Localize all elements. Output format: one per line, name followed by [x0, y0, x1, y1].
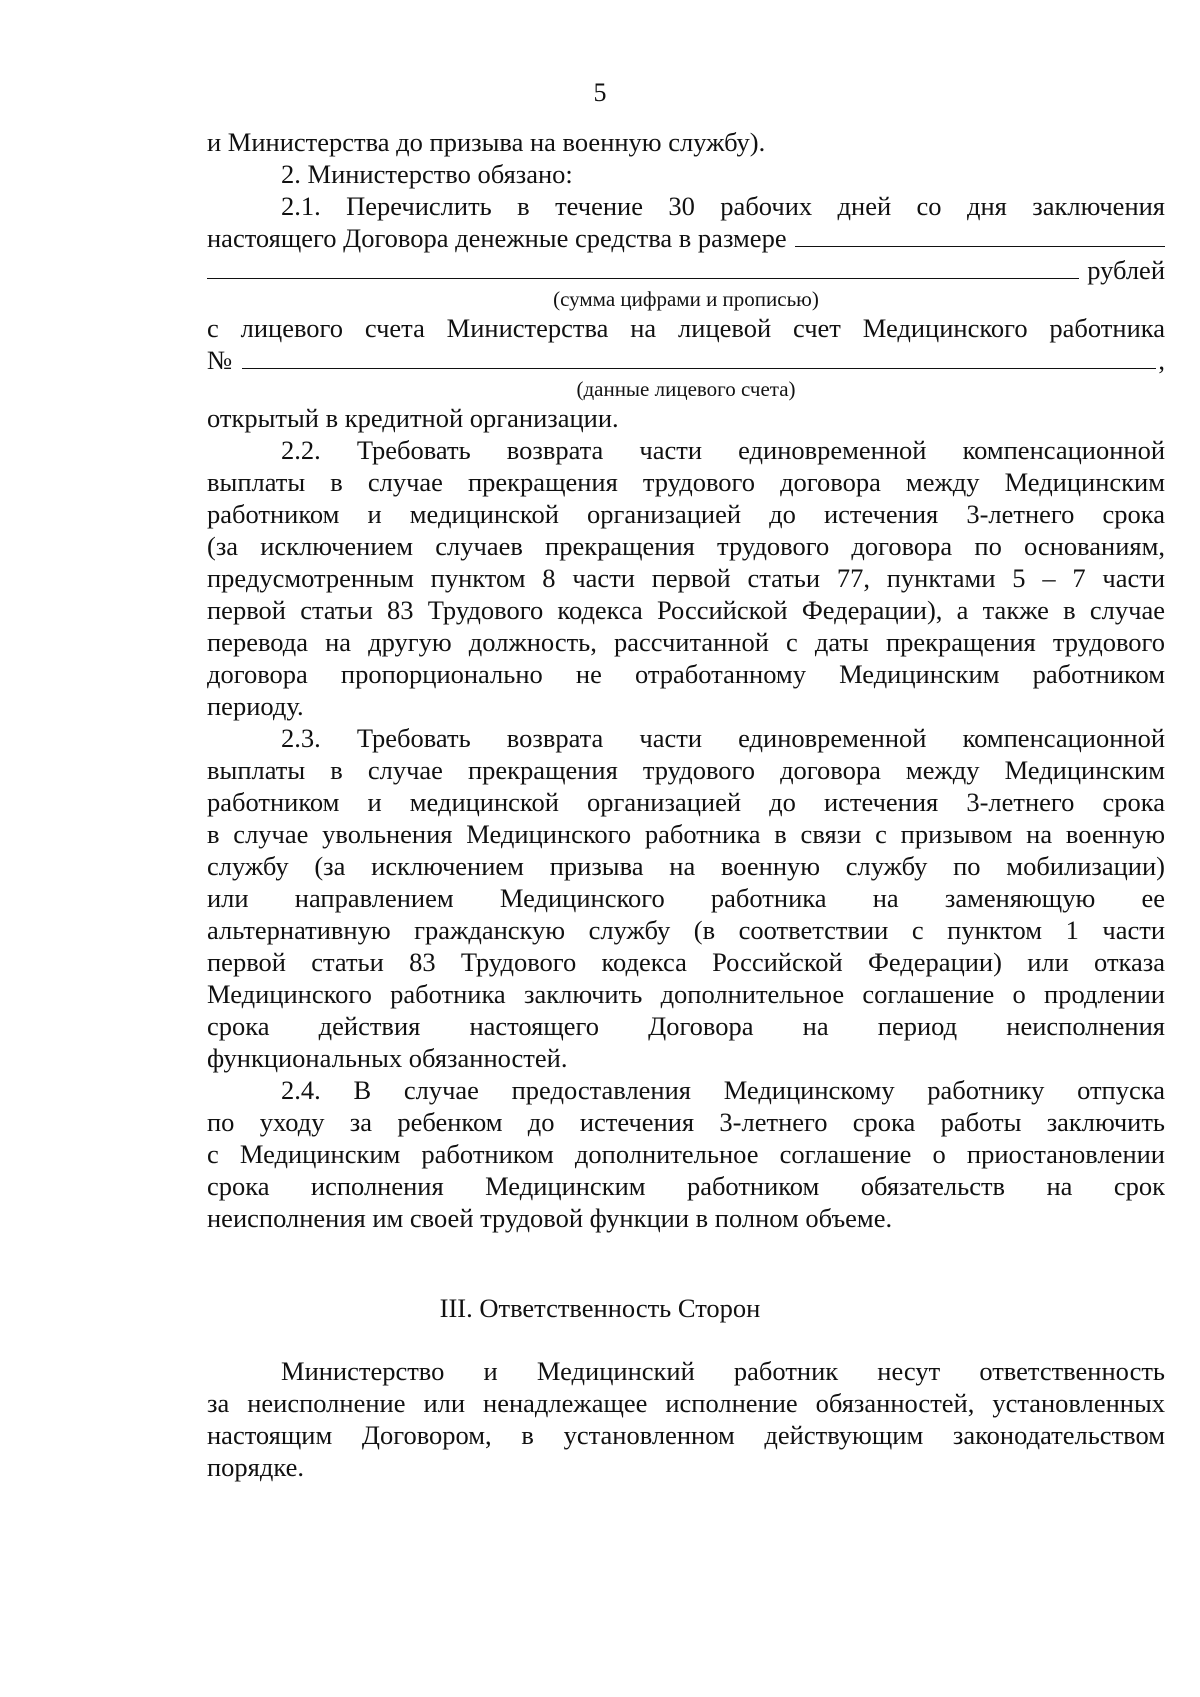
account-line	[207, 344, 1165, 376]
paragraph-2-3	[207, 722, 1165, 1074]
text-line: предусмотренным пунктом 8 части первой статьи 77, пунктами 5 – 7 части	[207, 563, 1165, 593]
text-line: договора пропорционально не отработанному Медицинским работником	[207, 659, 1165, 689]
text-line: и Министерства до призыва на военную службу).	[207, 127, 766, 157]
text-line: 2.2. Требовать возврата части единовременной компенсационной	[281, 435, 1165, 465]
amount-blank-2	[207, 256, 1079, 279]
text-line: с лицевого счета Министерства на лицевой счет Медицинского работника	[207, 313, 1165, 343]
amount-line-2	[207, 254, 1165, 286]
text-line: по уходу за ребенком до истечения 3-летнего срока работы заключить	[207, 1107, 1165, 1137]
number-sign: №	[207, 345, 233, 375]
amount-blank	[795, 224, 1165, 247]
text-line: альтернативную гражданскую службу (в соответствии с пунктом 1 части	[207, 915, 1165, 945]
text-line: Министерство и Медицинский работник несут ответственность	[281, 1356, 1165, 1386]
text-line: в случае увольнения Медицинского работника в связи с призывом на военную	[207, 819, 1165, 849]
text-line: первой статьи 83 Трудового кодекса Российской Федерации) или отказа	[207, 947, 1165, 977]
page-number: 5	[593, 78, 607, 107]
paragraph-2-2	[207, 434, 1165, 722]
text-line: срока действия настоящего Договора на период неисполнения	[207, 1011, 1165, 1041]
amount-line	[207, 222, 1165, 254]
amount-caption: (сумма цифрами и прописью)	[553, 287, 819, 311]
text-line: порядке.	[207, 1452, 304, 1482]
text-line: работником и медицинской организацией до истечения 3-летнего срока	[207, 787, 1165, 817]
text-line: настоящим Договором, в установленном действующим законодательством	[207, 1420, 1165, 1450]
text-line: или направлением Медицинского работника на заменяющую ее	[207, 883, 1165, 913]
section-3-body	[207, 1355, 1165, 1483]
text-line: функциональных обязанностей.	[207, 1043, 568, 1073]
text-line: Медицинского работника заключить дополнительное соглашение о продлении	[207, 979, 1165, 1009]
account-blank	[242, 346, 1156, 369]
text-line: выплаты в случае прекращения трудового договора между Медицинским	[207, 467, 1165, 497]
section-3-heading: III. Ответственность Сторон	[439, 1293, 761, 1323]
text-line: 2.4. В случае предоставления Медицинскому работнику отпуска	[281, 1075, 1165, 1105]
text-line: открытый в кредитной организации.	[207, 403, 619, 433]
text-line: настоящего Договора денежные средства в размере	[207, 223, 787, 253]
comma: ,	[1158, 345, 1165, 375]
text-line: 2.1. Перечислить в течение 30 рабочих дней со дня заключения	[281, 191, 1165, 221]
text-line: перевода на другую должность, рассчитанной с даты прекращения трудового	[207, 627, 1165, 657]
paragraph-2-4	[207, 1074, 1165, 1234]
text-line: за неисполнение или ненадлежащее исполнение обязанностей, установленных	[207, 1388, 1165, 1418]
text-line: 2.3. Требовать возврата части единовременной компенсационной	[281, 723, 1165, 753]
section-2-body	[207, 126, 1165, 1234]
text-line: (за исключением случаев прекращения трудового договора по основаниям,	[207, 531, 1165, 561]
text-line: периоду.	[207, 691, 304, 721]
text-line: работником и медицинской организацией до истечения 3-летнего срока	[207, 499, 1165, 529]
text-line: выплаты в случае прекращения трудового договора между Медицинским	[207, 755, 1165, 785]
text-line: неисполнения им своей трудовой функции в полном объеме.	[207, 1203, 893, 1233]
account-caption: (данные лицевого счета)	[576, 377, 796, 401]
text-line: первой статьи 83 Трудового кодекса Российской Федерации), а также в случае	[207, 595, 1165, 625]
text-line: службу (за исключением призыва на военную службу по мобилизации)	[207, 851, 1165, 881]
text-line: 2. Министерство обязано:	[281, 159, 573, 189]
text-line: с Медицинским работником дополнительное соглашение о приостановлении	[207, 1139, 1165, 1169]
text-line: срока исполнения Медицинским работником обязательств на срок	[207, 1171, 1165, 1201]
rubles-label: рублей	[1087, 255, 1165, 285]
